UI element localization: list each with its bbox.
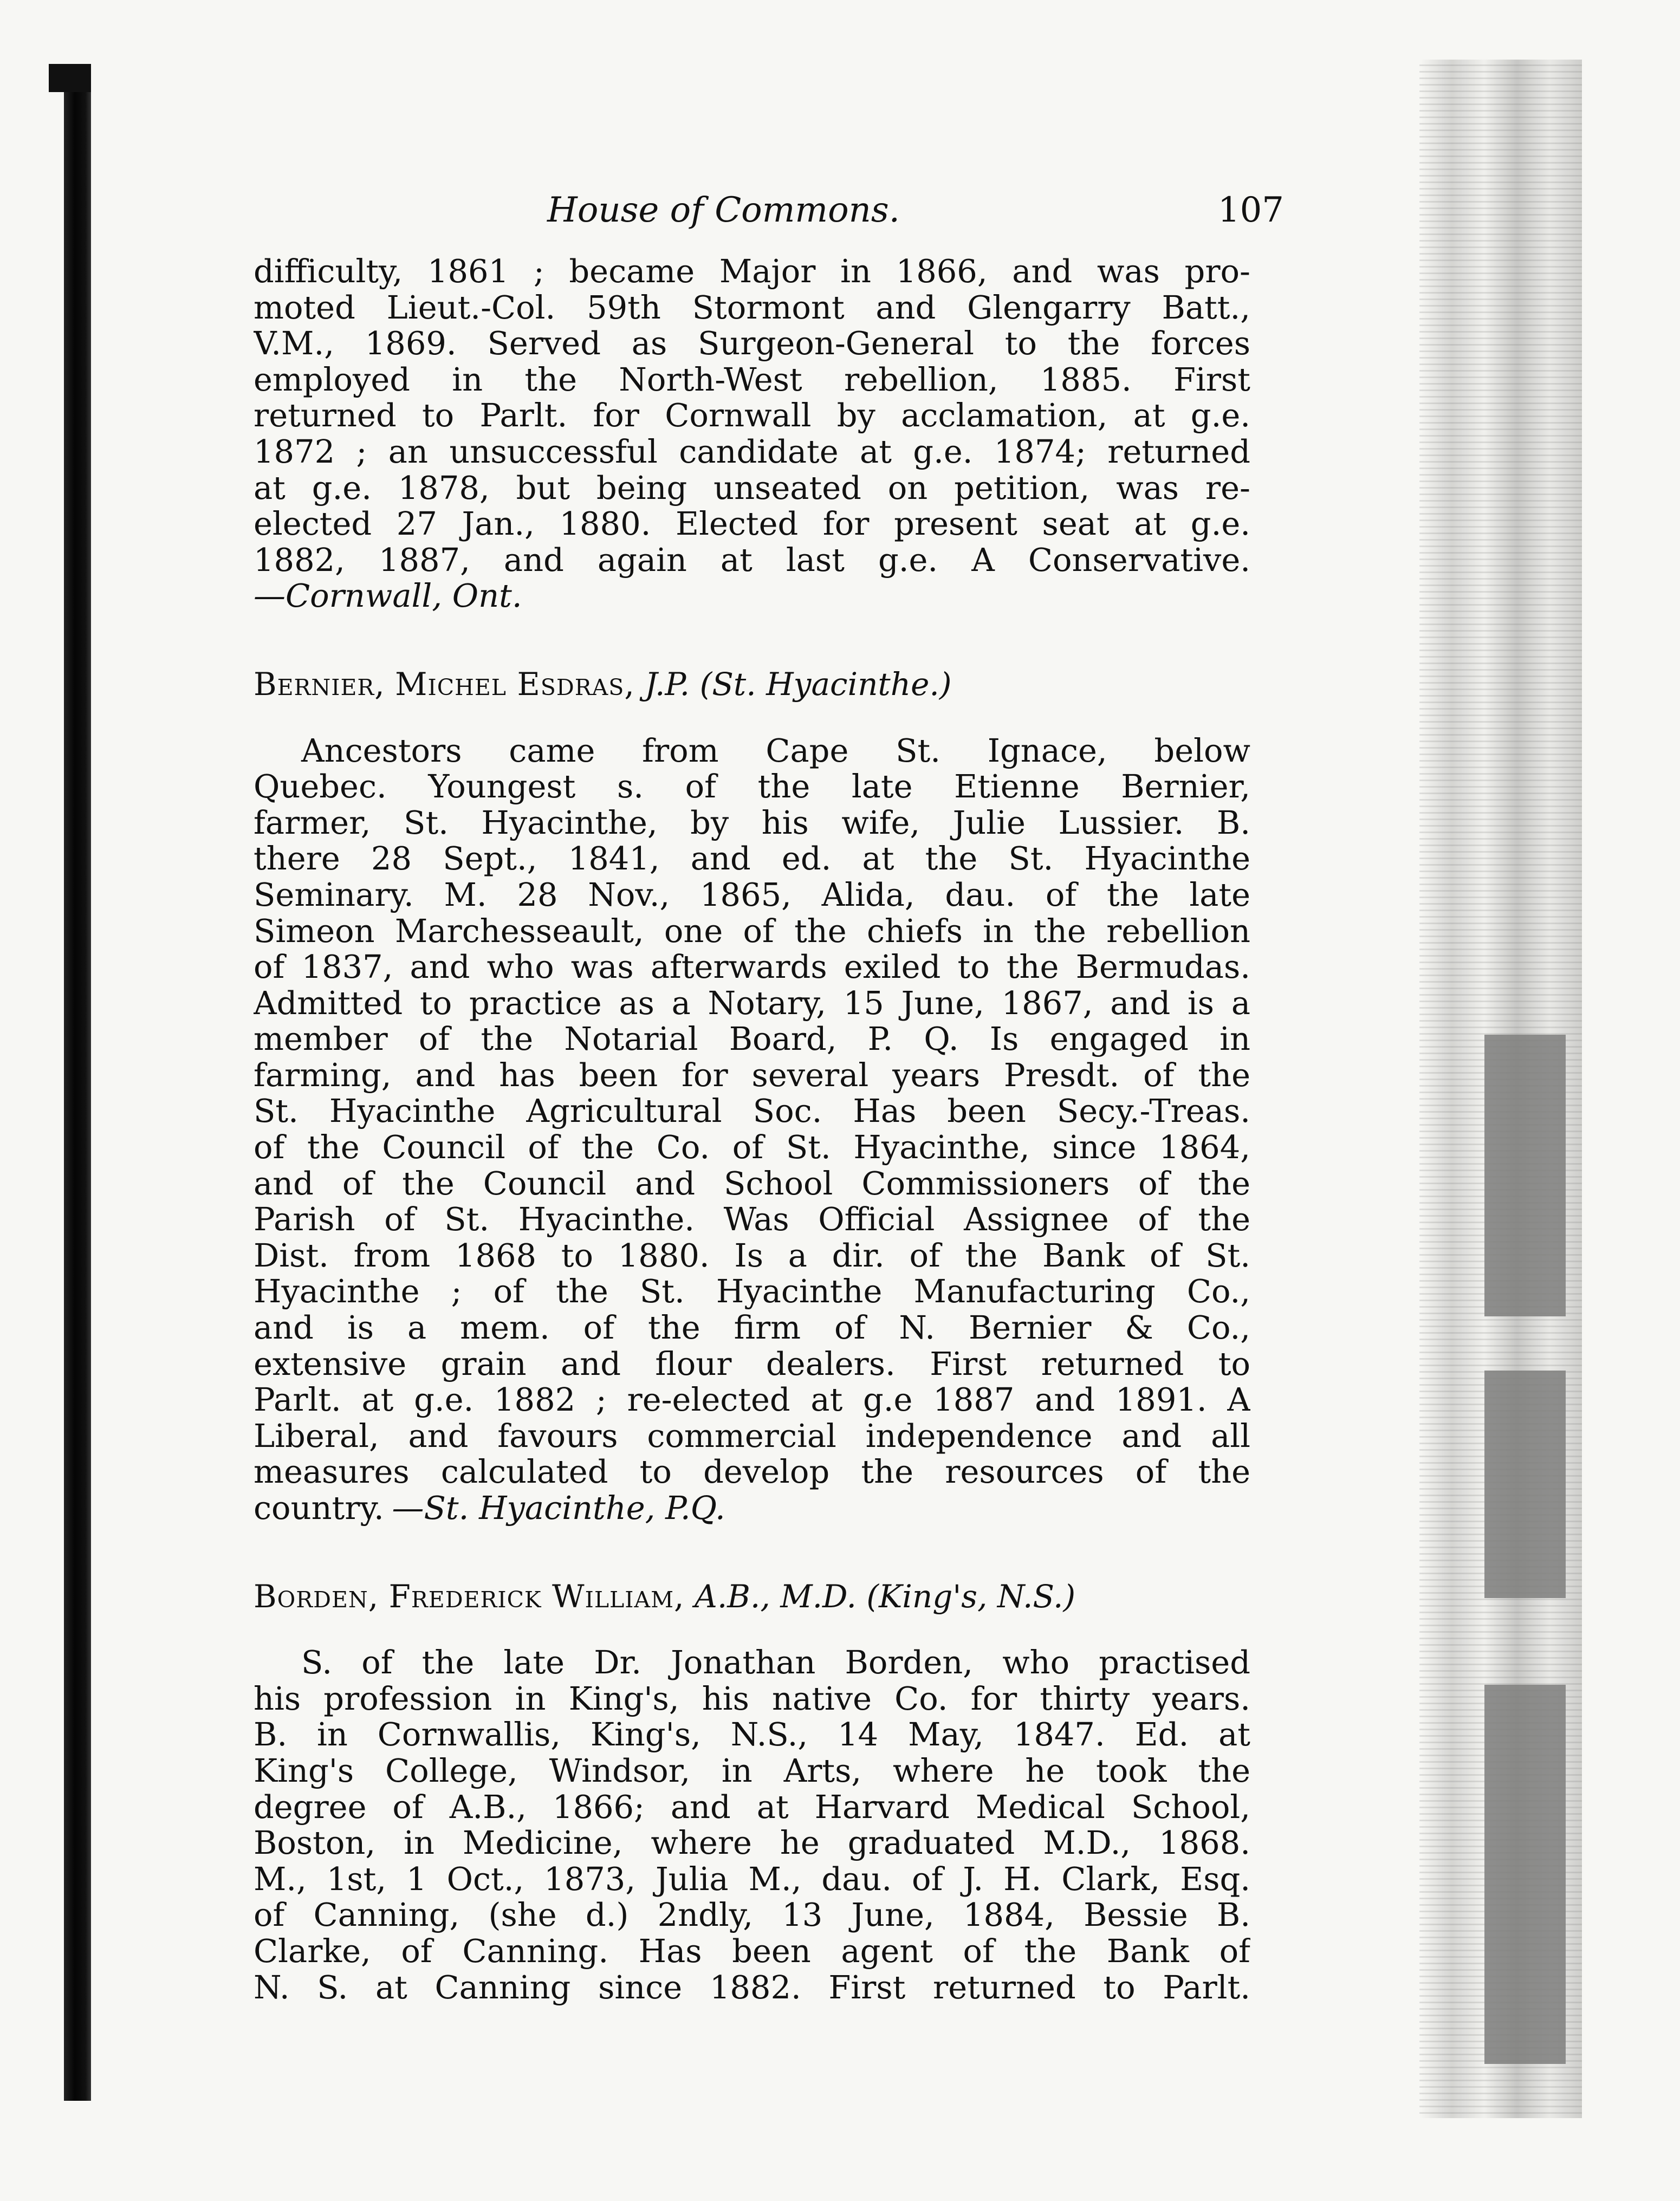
text-line: 1882, 1887, and again at last g.e. A Conservative.: [254, 542, 1250, 579]
text-line: degree of A.B., 1866; and at Harvard Medical School,: [254, 1789, 1250, 1826]
text-line: N. S. at Canning since 1882. First returned to Parlt.: [254, 1969, 1250, 2006]
text-line: returned to Parlt. for Cornwall by acclamation, at g.e.: [254, 398, 1250, 434]
text-line: member of the Notarial Board, P. Q. Is engaged in: [254, 1021, 1250, 1057]
entry-heading: [254, 666, 1250, 703]
text-line: employed in the North-West rebellion, 1885. First: [254, 361, 1250, 398]
text-line: of Canning, (she d.) 2ndly, 13 June, 1884, Bessie B.: [254, 1897, 1250, 1933]
text-line: Simeon Marchesseault, one of the chiefs in the rebellion: [254, 913, 1250, 950]
text-line: Dist. from 1868 to 1880. Is a dir. of the Bank of St.: [254, 1237, 1250, 1274]
running-head: [255, 183, 1284, 237]
text-column: [254, 254, 1250, 2005]
text-line: Boston, in Medicine, where he graduated M.D., 1868.: [254, 1825, 1250, 1861]
text-line: of 1837, and who was afterwards exiled to the Bermudas.: [254, 949, 1250, 985]
text-line: of the Council of the Co. of St. Hyacinthe, since 1864,: [254, 1129, 1250, 1166]
entry-riding: (King's, N.S.): [866, 1577, 1076, 1615]
text-line: S. of the late Dr. Jonathan Borden, who practised: [301, 1645, 1250, 1681]
text-line: Parish of St. Hyacinthe. Was Official Assignee of the: [254, 1202, 1250, 1238]
running-head-title: House of Commons.: [547, 190, 900, 230]
text-line: V.M., 1869. Served as Surgeon-General to the forces: [254, 326, 1250, 362]
text-line: St. Hyacinthe Agricultural Soc. Has been Secy.-Treas.: [254, 1093, 1250, 1130]
text-line: 1872 ; an unsuccessful candidate at g.e. 1874; returned: [254, 433, 1250, 470]
text-line: farmer, St. Hyacinthe, by his wife, Julie Lussier. B.: [254, 804, 1250, 841]
text-line-final: [254, 1490, 1250, 1527]
text-line: difficulty, 1861 ; became Major in 1866, and was pro-: [254, 254, 1250, 290]
page-binding-edge: [64, 64, 91, 2101]
text-line: Clarke, of Canning. Has been agent of the Bank of: [254, 1933, 1250, 1970]
text-line: Parlt. at g.e. 1882 ; re-elected at g.e 1887 and 1891. A: [254, 1382, 1250, 1418]
entry-qualifications: A.B., M.D.: [694, 1577, 857, 1615]
entry-heading: [254, 1579, 1250, 1615]
entry-bernier: [254, 666, 1250, 1527]
final-text: country.: [254, 1490, 384, 1527]
continued-entry: [254, 254, 1250, 614]
text-line: there 28 Sept., 1841, and ed. at the St. Hyacinthe: [254, 841, 1250, 877]
entry-qualifications: J.P.: [645, 665, 690, 703]
text-line: extensive grain and flour dealers. First returned to: [254, 1346, 1250, 1382]
text-line: measures calculated to develop the resources of the: [254, 1454, 1250, 1490]
page-number: 107: [1217, 190, 1284, 230]
text-line: Quebec. Youngest s. of the late Etienne Bernier,: [254, 769, 1250, 805]
entry-borden: [254, 1579, 1250, 2006]
page-right-edge: [1419, 60, 1582, 2118]
text-line: farming, and has been for several years Presdt. of the: [254, 1057, 1250, 1094]
text-line: and is a mem. of the firm of N. Bernier & Co.,: [254, 1310, 1250, 1346]
text-line: Liberal, and favours commercial independence and all: [254, 1418, 1250, 1455]
entry-riding: (St. Hyacinthe.): [699, 665, 952, 703]
text-line: his profession in King's, his native Co. for thirty years.: [254, 1680, 1250, 1717]
text-line: Admitted to practice as a Notary, 15 June, 1867, and is a: [254, 985, 1250, 1022]
text-line: and of the Council and School Commissioners of the: [254, 1165, 1250, 1202]
text-line: King's College, Windsor, in Arts, where he took the: [254, 1752, 1250, 1789]
entry-given-names: Frederick William,: [388, 1577, 685, 1615]
text-line: Seminary. M. 28 Nov., 1865, Alida, dau. of the late: [254, 876, 1250, 913]
text-line: moted Lieut.-Col. 59th Stormont and Glengarry Batt.,: [254, 289, 1250, 326]
text-line: Ancestors came from Cape St. Ignace, below: [301, 732, 1250, 769]
entry-surname: Bernier,: [254, 665, 385, 703]
text-line: at g.e. 1878, but being unseated on petition, was re-: [254, 470, 1250, 507]
entry-given-names: Michel Esdras,: [395, 665, 635, 703]
residence: —St. Hyacinthe, P.Q.: [392, 1490, 725, 1527]
text-line: Hyacinthe ; of the St. Hyacinthe Manufacturing Co.,: [254, 1274, 1250, 1310]
entry-surname: Borden,: [254, 1577, 379, 1615]
text-line: B. in Cornwallis, King's, N.S., 14 May, 1847. Ed. at: [254, 1717, 1250, 1753]
text-line: M., 1st, 1 Oct., 1873, Julia M., dau. of J. H. Clark, Esq.: [254, 1861, 1250, 1898]
text-line: elected 27 Jan., 1880. Elected for present seat at g.e.: [254, 506, 1250, 542]
residence: —Cornwall, Ont.: [254, 578, 522, 614]
